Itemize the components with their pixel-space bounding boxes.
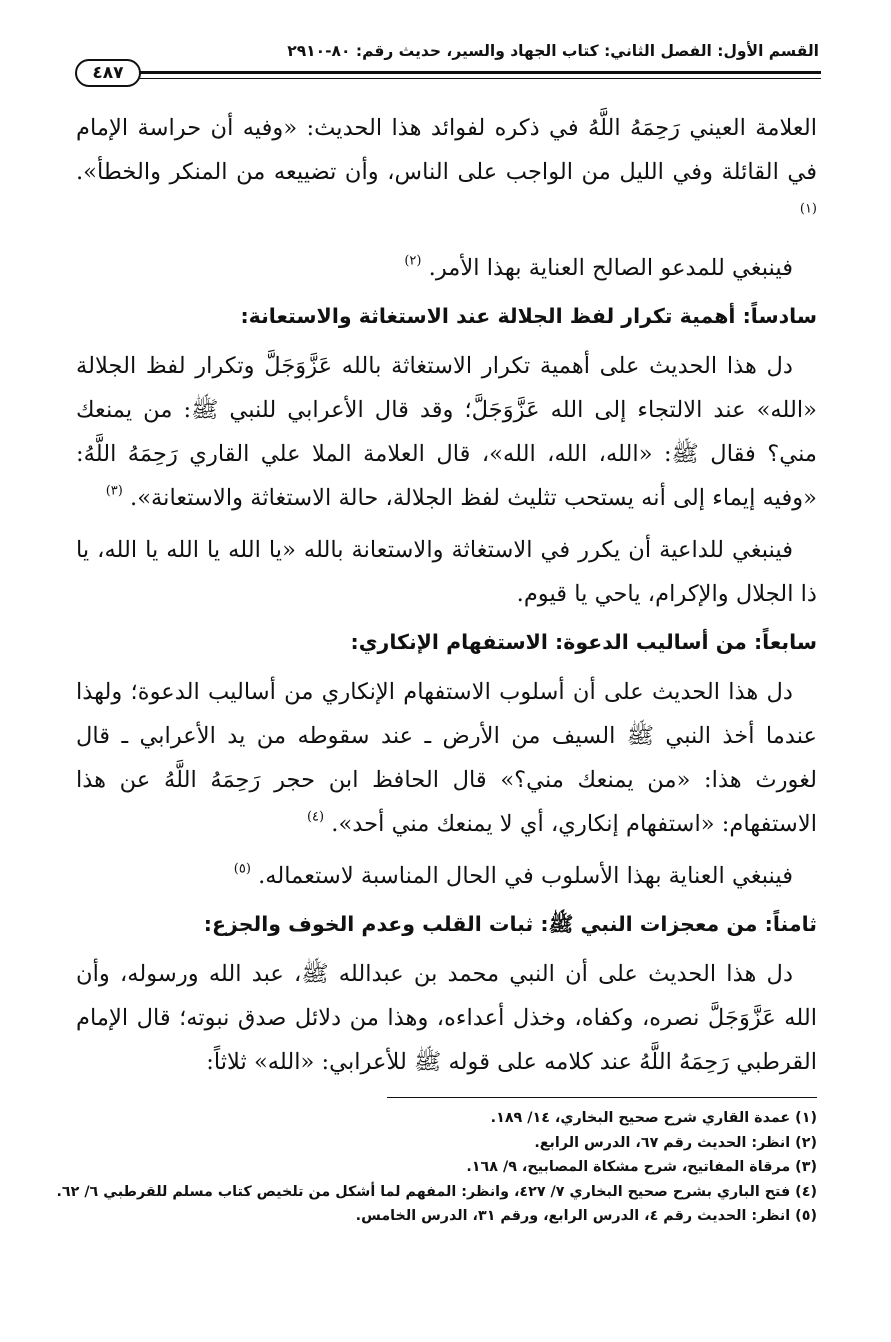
footnote-3: (٣) مرقاة المفاتيح، شرح مشكاة المصابيح، ٩/ ١٦٨. <box>466 1159 817 1175</box>
footnotes <box>56 1106 817 1229</box>
paragraph-1: العلامة العيني رَحِمَهُ اللَّهُ في ذكره لفوائد هذا الحديث: «وفيه أن حراسة الإمام في القائلة وفي الليل من الواجب على الناس، وأن تضييعه من المنكر والخطأ». $^{(١)}$ <box>76 115 817 217</box>
heading-sixth: سادساً: أهمية تكرار لفظ الجلالة عند الاستغاثة والاستعانة: <box>240 304 817 328</box>
page-number-badge: ٤٨٧ <box>75 59 141 87</box>
paragraph-2: فينبغي للمدعو الصالح العناية بهذا الأمر. $^{(٢)}$ <box>404 253 793 281</box>
heading-seventh: سابعاً: من أساليب الدعوة: الاستفهام الإنكاري: <box>350 630 817 654</box>
paragraph-5: دل هذا الحديث على أن أسلوب الاستفهام الإنكاري من أساليب الدعوة؛ ولهذا عندما أخذ النبي ﷺ السيف من الأرض ـ عند سقوطه من يد الأعرابي ـ قال لغورث هذا: «من يمنعك مني؟» قال الحافظ ابن حجر رَحِمَهُ اللَّهُ عن هذا الاستفهام: «استفهام إنكاري، أي لا يمنعك مني أحد». $^{(٤)}$ <box>76 679 817 837</box>
paragraph-3: دل هذا الحديث على أهمية تكرار الاستغاثة بالله عَزَّوَجَلَّ وتكرار لفظ الجلالة «الله» عند الالتجاء إلى الله عَزَّوَجَلَّ؛ وقد قال الأعرابي للنبي ﷺ: من يمنعك مني؟ فقال ﷺ: «الله، الله، الله»، قال العلامة الملا علي القاري رَحِمَهُ اللَّهُ: «وفيه إيماء إلى أنه يستحب تثليث لفظ الجلالة، حالة الاستغاثة والاستعانة». $^{(٣)}$ <box>76 353 817 511</box>
running-header: القسم الأول: الفصل الثاني: كتاب الجهاد والسير، حديث رقم: ٨٠-٢٩١٠ <box>287 42 819 60</box>
footnote-divider <box>387 1097 817 1098</box>
footnote-ref-4[interactable]: (٤) <box>306 809 325 825</box>
footnote-1: (١) عمدة القاري شرح صحيح البخاري، ١٤/ ١٨٩. <box>490 1110 817 1126</box>
paragraph-4: فينبغي للداعية أن يكرر في الاستغاثة والاستعانة بالله «يا الله يا الله يا الله، يا ذا الجلال والإكرام، ياحي يا قيوم. <box>76 537 817 607</box>
main-text <box>76 106 817 1092</box>
footnote-ref-3[interactable]: (٣) <box>105 483 123 499</box>
footnote-ref-5[interactable]: (٥) <box>233 861 251 877</box>
paragraph-6: فينبغي العناية بهذا الأسلوب في الحال المناسبة لاستعماله. $^{(٥)}$ <box>233 861 793 889</box>
paragraph-7: دل هذا الحديث على أن النبي محمد بن عبدالله ﷺ، عبد الله ورسوله، وأن الله عَزَّوَجَلَّ نصره، وكفاه، وخذل أعداءه، وهذا من دلائل صدق نبوته؛ قال الإمام القرطبي رَحِمَهُ اللَّهُ عند كلامه على قوله ﷺ للأعرابي: «الله» ثلاثاً: <box>76 961 817 1075</box>
footnote-ref-1[interactable]: (١) <box>799 201 817 217</box>
footnote-ref-2[interactable]: (٢) <box>404 253 422 269</box>
heading-eighth: ثامناً: من معجزات النبي ﷺ: ثبات القلب وعدم الخوف والجزع: <box>203 912 817 936</box>
footnote-2: (٢) انظر: الحديث رقم ٦٧، الدرس الرابع. <box>534 1134 817 1151</box>
footnote-4: (٤) فتح الباري بشرح صحيح البخاري ٧/ ٤٢٧، وانظر: المفهم لما أشكل من تلخيص كتاب مسلم للقرطبي ٦/ ٦٢. <box>56 1183 817 1200</box>
header-rule <box>140 71 821 79</box>
footnote-5: (٥) انظر: الحديث رقم ٤، الدرس الرابع، ورقم ٣١، الدرس الخامس. <box>355 1208 817 1224</box>
